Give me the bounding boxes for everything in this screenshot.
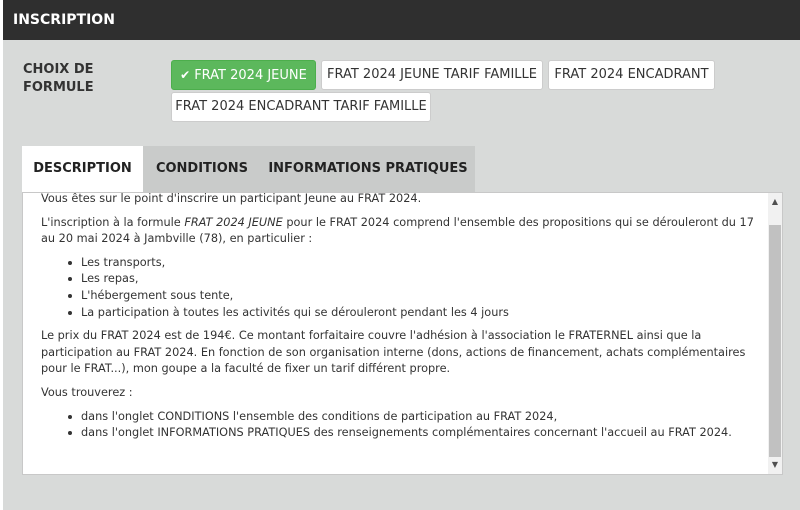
- list-item: dans l'onglet INFORMATIONS PRATIQUES des renseignements complémentaires concernant l'accueil au FRAT 2024.: [41, 425, 759, 442]
- formula-option-frat-jeune[interactable]: [171, 60, 316, 90]
- check-icon: ✔: [180, 68, 191, 82]
- description-paragraph-3: Vous trouverez :: [41, 385, 133, 399]
- description-text: [23, 193, 769, 474]
- inscription-panel: [3, 0, 800, 510]
- formula-option-frat-encadrant-tarif-famille[interactable]: [171, 92, 431, 122]
- scroll-thumb[interactable]: [769, 225, 781, 457]
- content-scrollbar[interactable]: [768, 193, 782, 474]
- tab-conditions[interactable]: [143, 146, 261, 192]
- panel-title: INSCRIPTION: [13, 12, 115, 28]
- description-paragraph-1: [41, 215, 759, 248]
- list-item: La participation à toutes les activités qui se dérouleront pendant les 4 jours: [41, 305, 759, 322]
- included-list: [41, 255, 759, 321]
- tab-label: CONDITIONS: [155, 161, 249, 176]
- para1-after: pour le FRAT 2024 comprend l'ensemble des propositions qui se dérouleront du 17 au 20 mai 2024 à Jambville (78), en particulier :: [41, 215, 754, 246]
- list-item: L'hébergement sous tente,: [41, 288, 759, 305]
- formula-label-line2: FORMULE: [23, 80, 94, 95]
- description-paragraph-2: Le prix du FRAT 2024 est de 194€. Ce montant forfaitaire couvre l'adhésion à l'association le FRATERNEL ainsi que la participation au FRAT 2024. En fonction de son organisation interne (dons, actions de financement, achats complémentaires pour le FRAT...), mon goupe a la faculté de fixer un tarif différent propre.: [41, 329, 746, 376]
- formula-option-label: FRAT 2024 JEUNE TARIF FAMILLE: [326, 67, 538, 82]
- description-intro: Vous êtes sur le point d'inscrire un participant Jeune au FRAT 2024.: [41, 192, 422, 205]
- formula-option-frat-jeune-tarif-famille[interactable]: [321, 60, 543, 90]
- description-content[interactable]: [22, 192, 783, 475]
- formula-option-frat-encadrant[interactable]: [548, 60, 715, 90]
- formula-label-line1: CHOIX DE: [23, 62, 94, 77]
- formula-option-label: FRAT 2024 ENCADRANT: [554, 67, 709, 82]
- para1-before: L'inscription à la formule: [41, 215, 185, 229]
- list-item: dans l'onglet CONDITIONS l'ensemble des conditions de participation au FRAT 2024,: [41, 409, 759, 426]
- formula-option-label: FRAT 2024 JEUNE: [194, 68, 307, 83]
- tab-description[interactable]: [22, 146, 143, 192]
- scroll-up-icon[interactable]: ▲: [771, 197, 779, 206]
- formula-choice-label: [23, 61, 133, 97]
- tabs-info-list: [41, 409, 759, 442]
- list-item: Les repas,: [41, 271, 759, 288]
- tab-label: INFORMATIONS PRATIQUES: [268, 161, 468, 176]
- tab-informations-pratiques[interactable]: [261, 146, 475, 192]
- formula-option-label: FRAT 2024 ENCADRANT TARIF FAMILLE: [175, 99, 427, 114]
- para1-formula-name: FRAT 2024 JEUNE: [184, 215, 283, 229]
- scroll-down-icon[interactable]: ▼: [771, 460, 779, 469]
- list-item: Les transports,: [41, 255, 759, 272]
- tab-label: DESCRIPTION: [33, 161, 132, 176]
- panel-header: [3, 0, 800, 40]
